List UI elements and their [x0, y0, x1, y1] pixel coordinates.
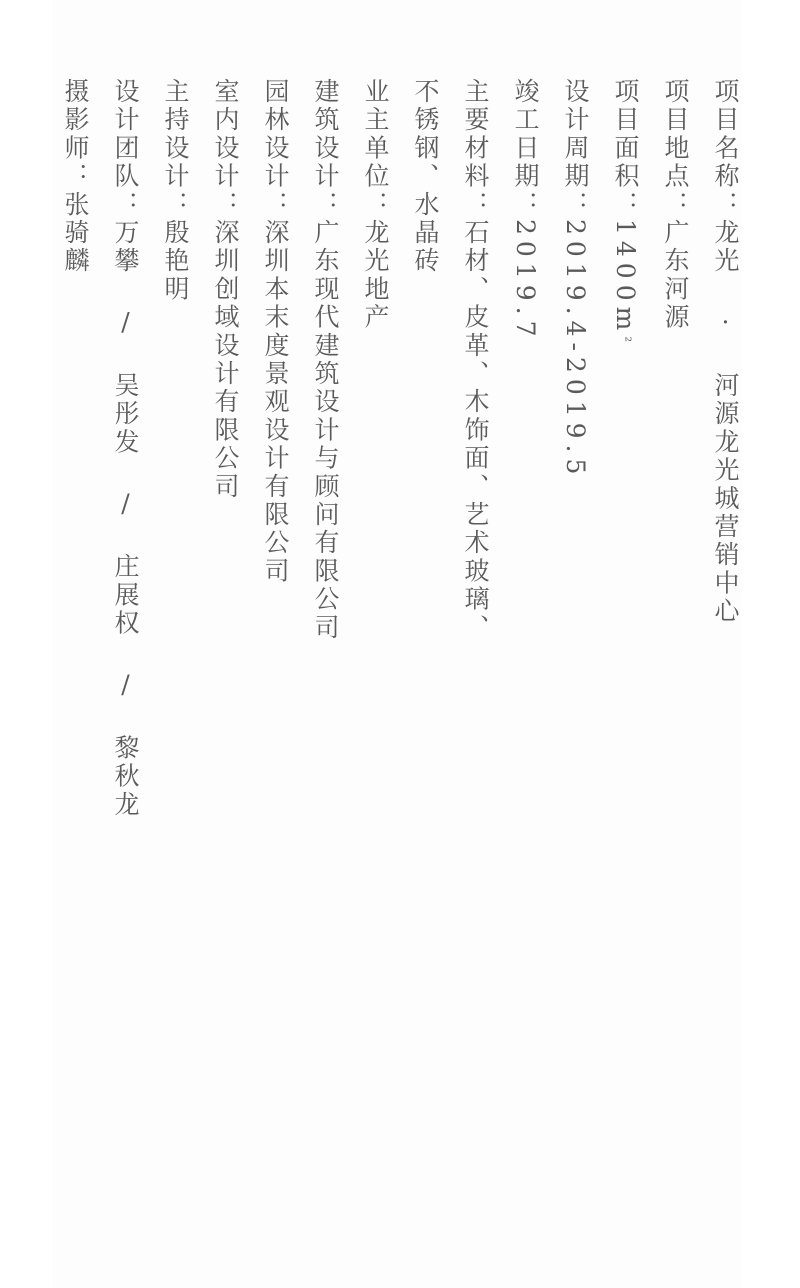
row-project-area	[608, 78, 642, 342]
row-architecture-design	[308, 78, 342, 642]
row-lead-designer	[158, 78, 192, 304]
value-main-materials: 石材、皮革、木饰面、艺术玻璃、	[461, 219, 490, 642]
value-owner: 龙光地产	[361, 219, 390, 332]
row-main-materials-continued	[408, 78, 442, 275]
label-main-materials: 主要材料：	[461, 78, 490, 219]
row-completion-date	[508, 78, 542, 342]
label-design-team: 设计团队：	[111, 78, 140, 219]
unit-sup-project-area: ²	[617, 336, 633, 342]
row-landscape-design	[258, 78, 292, 586]
label-photographer: 摄影师：	[61, 78, 90, 191]
value-project-location: 广东河源	[661, 219, 690, 332]
row-project-location	[658, 78, 692, 332]
row-design-team	[108, 78, 142, 819]
label-interior-design: 室内设计：	[211, 78, 240, 219]
value-completion-date: 2019.7	[511, 219, 540, 343]
row-main-materials	[458, 78, 492, 642]
value-design-team: 万攀 / 吴彤发 / 庄展权 / 黎秋龙	[111, 219, 140, 819]
value-interior-design: 深圳创域设计有限公司	[211, 219, 240, 501]
row-interior-design	[208, 78, 242, 501]
value-architecture-design: 广东现代建筑设计与顾问有限公司	[311, 219, 340, 642]
value-photographer: 张骑麟	[61, 190, 90, 276]
label-landscape-design: 园林设计：	[261, 78, 290, 219]
unit-project-area: m	[611, 306, 640, 337]
value-project-area: 1400	[611, 219, 640, 307]
label-project-area: 项目面积：	[611, 78, 640, 219]
row-owner	[358, 78, 392, 332]
label-completion-date: 竣工日期：	[511, 78, 540, 219]
row-design-period	[558, 78, 592, 480]
value-main-materials-continued: 不锈钢、水晶砖	[411, 78, 440, 276]
label-design-period: 设计周期：	[561, 78, 590, 219]
label-lead-designer: 主持设计：	[161, 78, 190, 219]
label-project-name: 项目名称：	[711, 78, 740, 219]
value-design-period: 2019.4-2019.5	[561, 219, 590, 481]
value-lead-designer: 殷艳明	[161, 219, 190, 304]
value-landscape-design: 深圳本末度景观设计有限公司	[261, 219, 290, 586]
value-project-name: 龙光 · 河源龙光城营销中心	[711, 219, 740, 626]
label-owner: 业主单位：	[361, 78, 390, 219]
label-project-location: 项目地点：	[661, 78, 690, 219]
row-project-name	[708, 78, 742, 626]
row-photographer	[58, 78, 92, 275]
label-architecture-design: 建筑设计：	[311, 78, 340, 219]
